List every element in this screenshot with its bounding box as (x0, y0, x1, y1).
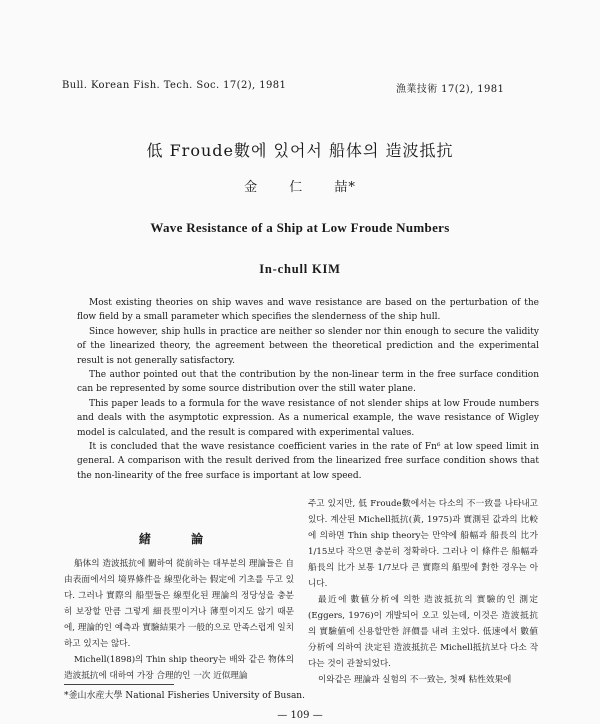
page-number: — 109 — (277, 710, 323, 721)
body-paragraph: 주고 있지만, 低 Froude數에서는 다소의 不一致를 나타내고 있다. 계산된 Michell抵抗(黃, 1975)과 實測된 값과의 比較에 의하면 Thin ship theory는 만약에 船幅과 船長의 比가 1/15보다 작으면 충분히 정확하다. 그러나 이 條件은 船幅과 船長의 比가 보통 1/7보다 큰 實際의 船型에 對한 경우는 아니다. (308, 499, 538, 589)
body-paragraph: 最近에 數値分析에 의한 造波抵抗의 實驗的인 測定(Eggers, 1976)이 개발되어 오고 있는데, 이것은 造波抵抗의 實驗値에 신용할만한 評價를 내려 主었다. 低速에서 數値分析에 의하여 決定된 造波抵抗은 Michell抵抗보다 다소 작다는 것이 관찰되었다. (308, 595, 538, 669)
footnote-divider (64, 684, 174, 685)
abstract-paragraph: This paper leads to a formula for the wave resistance of not slender ships at low Froude numbers and deals with the asymptotic expression. As a numerical example, the wave resistance of Wigley model is calculated, and the result is compared with experimental values. (77, 398, 539, 438)
journal-header-right: 漁業技術 17(2), 1981 (396, 84, 505, 95)
right-column-text (308, 496, 538, 688)
left-column-text (64, 556, 294, 684)
title-english: Wave Resistance of a Ship at Low Froude Numbers (150, 220, 450, 235)
author-english: In-chull KIM (259, 262, 341, 276)
body-paragraph: Michell(1898)의 Thin ship theory는 배와 같은 物体의 造波抵抗에 대하여 가장 合理的인 一次 近似理論 (64, 655, 294, 681)
body-paragraph: 이와같은 理論과 실험의 不一致는, 첫째 粘性效果에 (318, 675, 512, 685)
body-paragraph: 船体의 造波抵抗에 關하여 從前하는 대부분의 理論들은 自由表面에서의 境界條件을 線型化하는 假定에 기초를 두고 있다. 그러나 實際의 船型들은 線型化된 理論의 정당성을 충분히 보장할 만큼 그렇게 細長型이거나 薄型이지도 않기 때문에, 理論的인 예측과 實驗結果가 一般的으로 만족스럽게 일치하고 있지는 않다. (64, 559, 294, 649)
abstract-paragraph: Most existing theories on ship waves and wave resistance are based on the perturbation of the flow field by a small parameter which specifies the slenderness of the ship hull. (77, 298, 539, 323)
journal-header-left: Bull. Korean Fish. Tech. Soc. 17(2), 1981 (62, 80, 287, 91)
abstract (77, 296, 539, 483)
abstract-paragraph: It is concluded that the wave resistance coefficient varies in the rate of Fn⁶ at low speed limit in general. A comparison with the result derived from the linearized free surface condition shows that the non-linearity of the free surface is important at low speed. (77, 442, 539, 481)
author-korean: 金 仁 喆* (244, 180, 356, 195)
section-title-introduction: 緒 論 (138, 532, 222, 546)
footnote-affiliation: *釜山水産大學 National Fisheries University of Busan. (64, 691, 305, 701)
abstract-paragraph: Since however, ship hulls in practice are neither so slender nor thin enough to secure the validity of the linearized theory, the agreement between the theoretical prediction and the experimental result is not generally satisfactory. (77, 326, 539, 366)
abstract-paragraph: The author pointed out that the contribution by the non-linear term in the free surface condition can be represented by some source distribution over the still water plane. (77, 370, 539, 395)
title-korean: 低 Froude數에 있어서 船体의 造波抵抗 (146, 141, 454, 160)
